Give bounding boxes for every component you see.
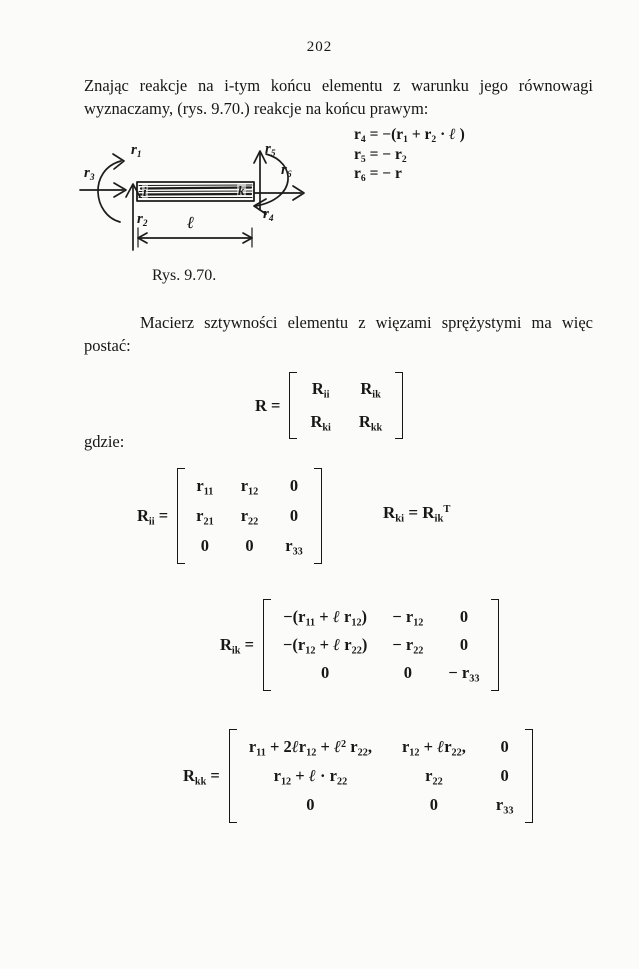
matrix-cell: $R_{ii}$ [311, 379, 330, 401]
matrix-cell: $r_{11}$ [196, 476, 214, 498]
matrix-cell: 0 [306, 795, 315, 814]
label-r1: $r_1$ [131, 142, 142, 160]
matrix-cell: − $r_{12}$ [392, 607, 424, 629]
arrow-r1 [98, 154, 124, 222]
page-number: 202 [306, 39, 333, 55]
matrix-cell: $r_{12}$ + ℓ · $r_{22}$ [273, 766, 348, 788]
equation-r5: $r_5$ = − $r_2$ [354, 145, 407, 165]
bracket-right [525, 729, 533, 823]
matrix-cell: $r_{22}$ [425, 766, 443, 788]
matrix-cell: 0 [245, 536, 254, 555]
arrow-r3 [80, 183, 126, 197]
equation-Rii-matrix [137, 468, 322, 564]
equation-Rki: $R_{ki} = R_{ik}^T$ [383, 503, 451, 525]
matrix-cell: $r_{21}$ [196, 506, 214, 528]
bracket-left [229, 729, 237, 823]
body-paragraph: Macierz sztywności elementu z więzami sprężystymi ma więc postać: [84, 313, 593, 355]
bracket-right [395, 372, 403, 439]
bracket-right [314, 468, 322, 564]
matrix-cell: 0 [459, 607, 469, 626]
matrix-cell: − $r_{33}$ [448, 663, 480, 685]
equation-R-matrix [255, 372, 403, 439]
beam-figure [68, 140, 338, 262]
matrix-R [289, 372, 403, 439]
label-r6: $r_6$ [281, 162, 292, 180]
label-node-i: i [143, 184, 147, 199]
equation-R-lhs: R = [255, 395, 281, 415]
matrix-cell: 0 [289, 476, 299, 495]
gdzie-label: gdzie: [84, 432, 125, 451]
label-r4: $r_4$ [263, 206, 274, 224]
label-r3: $r_3$ [84, 165, 95, 183]
matrix-cell: 0 [500, 737, 509, 756]
matrix-cell: 0 [500, 766, 509, 785]
bracket-right [491, 599, 499, 691]
matrix-cell: − $r_{22}$ [392, 635, 424, 657]
label-r5: $r_5$ [265, 141, 276, 159]
equation-Rii-lhs: $R_{ii}$ = [137, 506, 169, 528]
matrix-cell: 0 [459, 635, 469, 654]
matrix-cell: 0 [429, 795, 439, 814]
equation-r4: $r_4 = -(r_1 + r_2$ · ℓ ) [354, 126, 465, 145]
matrix-cell: $r_{11}$ + 2ℓr$_{12}$ + ℓ$^2$ $r_{22}$, [248, 737, 372, 759]
matrix-cell: $R_{kk}$ [358, 412, 383, 434]
label-node-k: k [238, 183, 245, 198]
matrix-cell: 0 [321, 663, 330, 682]
bracket-left [263, 599, 271, 691]
matrix-cell: $r_{33}$ [285, 536, 303, 558]
matrix-cell: 0 [200, 536, 210, 555]
matrix-cell: $-(r_{12}$ + ℓ $r_{22}$) [282, 635, 368, 657]
equation-Rkk-matrix [183, 729, 533, 823]
equation-r6: $r_6$ = − r [354, 165, 402, 184]
matrix-Rii [177, 468, 322, 564]
figure-caption: Rys. 9.70. [152, 267, 217, 284]
equation-Rik-matrix [220, 599, 499, 691]
label-length: ℓ [187, 213, 195, 232]
matrix-cell: $r_{12}$ + ℓr$_{22}$, [401, 737, 466, 759]
label-r2: $r_2$ [137, 211, 148, 229]
reaction-equations [354, 125, 465, 184]
arrow-r5 [254, 151, 266, 210]
matrix-cell: $-(r_{11}$ + ℓ $r_{12}$) [283, 607, 368, 629]
equation-Rik-lhs: $R_{ik}$ = [220, 635, 254, 657]
bracket-left [177, 468, 185, 564]
matrix-Rkk [229, 729, 534, 823]
beam-diagram [68, 140, 338, 262]
matrix-cell: 0 [403, 663, 412, 682]
matrix-cell: $r_{33}$ [495, 795, 514, 817]
matrix-cell: $r_{22}$ [240, 506, 259, 528]
arrow-r6 [254, 186, 304, 200]
equation-Rkk-lhs: $R_{kk}$ = [183, 766, 220, 788]
matrix-cell: $r_{12}$ [240, 476, 259, 498]
matrix-cell: 0 [289, 506, 299, 525]
bracket-left [289, 372, 297, 439]
matrix-cell: $R_{ki}$ [310, 412, 331, 434]
matrix-Rik [263, 599, 500, 691]
intro-paragraph: Znając reakcje na i-tym końcu elementu z warunku jego równowagi wyznaczamy, (rys. 9.70.) reakcje na końcu prawym: [84, 76, 593, 118]
length-dimension [138, 228, 252, 247]
matrix-cell: $R_{ik}$ [360, 379, 381, 401]
